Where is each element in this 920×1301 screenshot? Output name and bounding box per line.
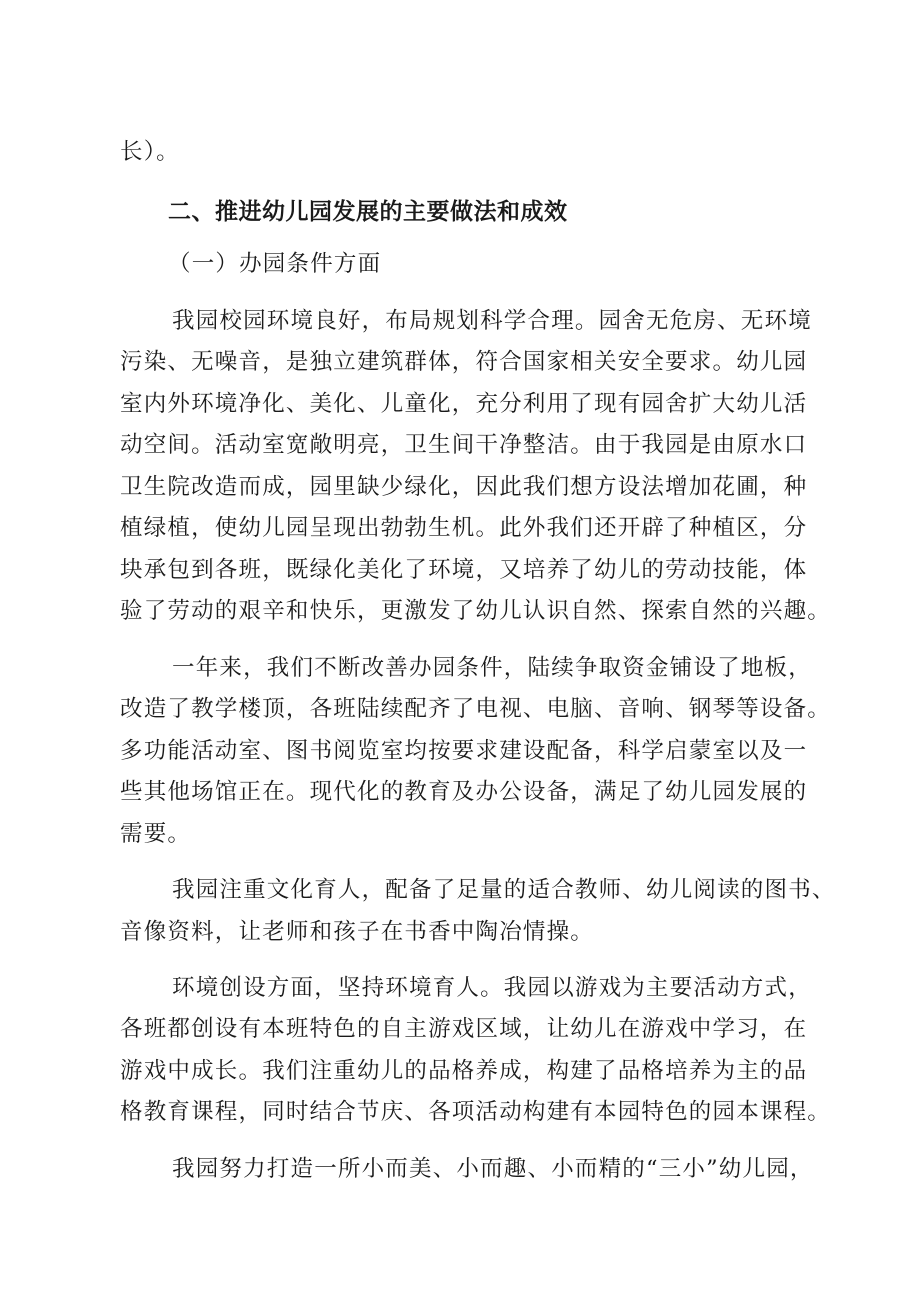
- paragraph-line: 植绿植，使幼儿园呈现出勃勃生机。此外我们还开辟了种植区，分: [120, 515, 808, 541]
- paragraph-line: 块承包到各班，既绿化美化了环境，又培养了幼儿的劳动技能，体: [120, 557, 808, 583]
- paragraph-line: 多功能活动室、图书阅览室均按要求建设配备，科学启蒙室以及一: [120, 738, 808, 764]
- paragraph-line: 游戏中成长。我们注重幼儿的品格养成，构建了品格培养为主的品: [120, 1058, 808, 1084]
- paragraph-line: 室内外环境净化、美化、儿童化，充分利用了现有园舍扩大幼儿活: [120, 391, 808, 417]
- paragraph-line: 些其他场馆正在。现代化的教育及办公设备，满足了幼儿园发展的: [120, 779, 808, 805]
- paragraph-line: 音像资料，让老师和孩子在书香中陶冶情操。: [120, 919, 595, 945]
- continuation-line: 长）。: [120, 139, 180, 165]
- paragraph-line: 我园努力打造一所小而美、小而趣、小而精的“三小”幼儿园，: [172, 1156, 814, 1182]
- subsection-heading: （一）办园条件方面: [168, 251, 382, 277]
- paragraph-line: 一年来，我们不断改善办园条件，陆续争取资金铺设了地板，: [172, 655, 812, 681]
- paragraph-line: 卫生院改造而成，园里缺少绿化，因此我们想方设法增加花圃，种: [120, 474, 808, 500]
- section-heading: 二、推进幼儿园发展的主要做法和成效: [168, 199, 568, 225]
- paragraph-line: 动空间。活动室宽敞明亮，卫生间干净整洁。由于我园是由原水口: [120, 432, 808, 458]
- paragraph-line: 污染、无噪音，是独立建筑群体，符合国家相关安全要求。幼儿园: [120, 349, 808, 375]
- paragraph-line: 我园校园环境良好，布局规划科学合理。园舍无危房、无环境: [172, 308, 812, 334]
- paragraph-line: 需要。: [120, 821, 192, 847]
- paragraph-line: 环境创设方面，坚持环境育人。我园以游戏为主要活动方式，: [172, 975, 812, 1001]
- paragraph-line: 改造了教学楼顶，各班陆续配齐了电视、电脑、音响、钢琴等设备。: [120, 696, 832, 722]
- paragraph-line: 各班都创设有本班特色的自主游戏区域，让幼儿在游戏中学习，在: [120, 1016, 808, 1042]
- paragraph-line: 验了劳动的艰辛和快乐，更激发了幼儿认识自然、探索自然的兴趣。: [120, 598, 832, 624]
- paragraph-line: 格教育课程，同时结合节庆、各项活动构建有本园特色的园本课程。: [120, 1099, 832, 1125]
- paragraph-line: 我园注重文化育人，配备了足量的适合教师、幼儿阅读的图书、: [172, 877, 836, 903]
